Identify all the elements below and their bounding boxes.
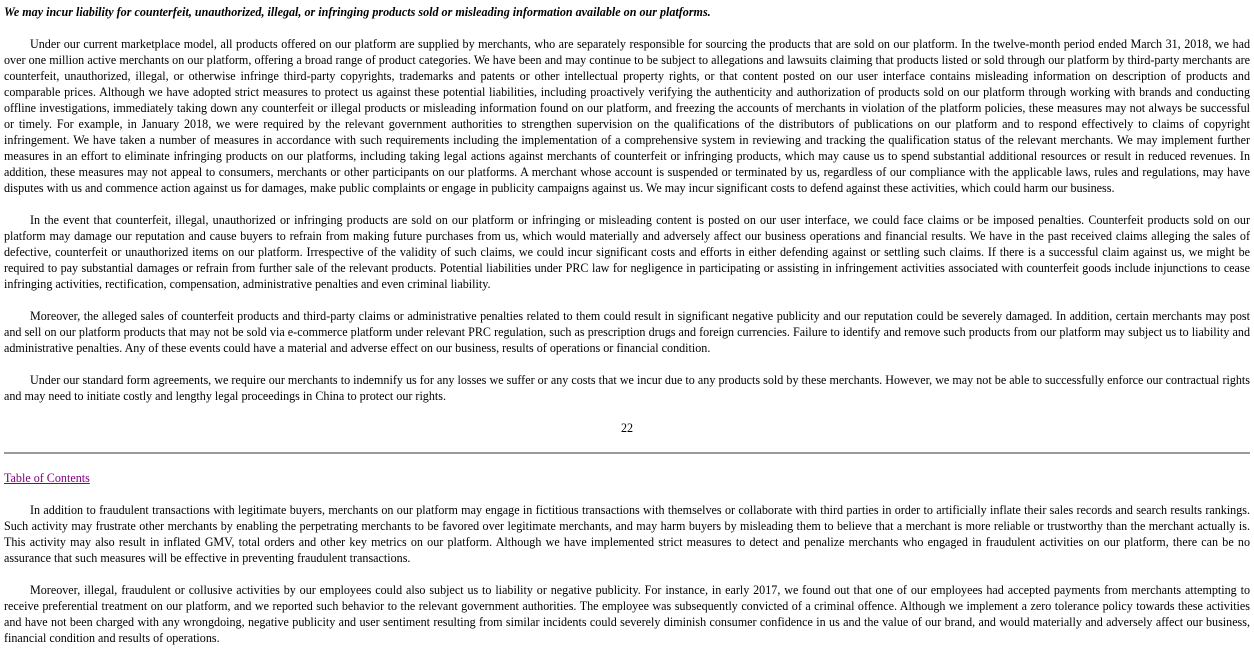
toc-link-container: [4, 470, 1250, 486]
page-number: 22: [620, 421, 634, 435]
paragraph-negative-publicity: Moreover, the alleged sales of counterfeit products and third-party claims or administrative penalties related to them could result in significant negative publicity and our reputation could be severely damaged. In addition, certain merchants may post and sell on our platform products that may not be sold via e-commerce platform under relevant PRC regulation, such as prescription drugs and foreign currencies. Failure to identify and remove such products from our platform may subject us to liability and administrative penalties. Any of these events could have a material and adverse effect on our business, results of operations or financial condition.: [4, 309, 1250, 355]
paragraph-indemnification: Under our standard form agreements, we require our merchants to indemnify us for any losses we suffer or any costs that we incur due to any products sold by these merchants. However, we may not be able to successfully enforce our contractual rights and may need to initiate costly and lengthy legal proceedings in China to protect our rights.: [4, 373, 1250, 403]
paragraph-counterfeit-claims: In the event that counterfeit, illegal, unauthorized or infringing products are sold on our platform or infringing or misleading content is posted on our user interface, we could face claims or be imposed penalties. Counterfeit products sold on our platform may damage our reputation and cause buyers to refrain from making future purchases from us, which would materially and adversely affect our business operations and financial results. We have in the past received claims alleging the sales of defective, counterfeit or unauthorized items on our platform. Irrespective of the validity of such claims, we could incur significant costs and efforts in either defending against or settling such claims. If there is a successful claim against us, we might be required to pay substantial damages or refrain from further sale of the relevant products. Potential liabilities under PRC law for negligence in participating or assisting in infringement activities associated with counterfeit goods include injunctions to cease infringing activities, rectification, compensation, administrative penalties and even criminal liability.: [4, 213, 1250, 291]
page-break-rule: [4, 452, 1250, 454]
paragraph-fictitious-transactions: In addition to fraudulent transactions with legitimate buyers, merchants on our platform may engage in fictitious transactions with themselves or collaborate with third parties in order to artificially inflate their sales records and search results rankings. Such activity may frustrate other merchants by enabling the perpetrating merchants to be favored over legitimate merchants, and may harm buyers by misleading them to believe that a merchant is more reliable or trustworthy than the merchant actually is. This activity may also result in inflated GMV, total orders and other key metrics on our platform. Although we have implemented strict measures to detect and penalize merchants who engaged in fraudulent activities on our platform, there can be no assurance that such measures will be effective in preventing fraudulent transactions.: [4, 503, 1250, 565]
paragraph-marketplace-model: Under our current marketplace model, all products offered on our platform are supplied by merchants, who are separately responsible for sourcing the products that are sold on our platform. In the twelve-month period ended March 31, 2018, we had over one million active merchants on our platform, offering a broad range of product categories. We have been and may continue to be subject to allegations and lawsuits claiming that products listed or sold through our platform by third-party merchants are counterfeit, unauthorized, illegal, or otherwise infringe third-party copyrights, trademarks and patents or other intellectual property rights, or that content posted on our user interface contains misleading information on description of products and comparable prices. Although we have adopted strict measures to protect us against these potential liabilities, including proactively verifying the authenticity and authorization of products sold on our platform through working with brands and conducting offline investigations, immediately taking down any counterfeit or illegal products or misleading information found on our platform, and freezing the accounts of merchants in violation of the platform policies, these measures may not always be successful or timely. For example, in January 2018, we were required by the relevant government authorities to strengthen supervision on the qualifications of the distributors of publications on our platform and to respond effectively to claims of copyright infringement. We have taken a number of measures in accordance with such requirements including the implementation of a comprehensive system in reviewing and tracking the qualification status of the relevant merchants. We may implement further measures in an effort to eliminate infringing products on our platforms, including taking legal actions against merchants of counterfeit or infringing products, which may cause us to spend substantial additional resources or result in reduced revenues. In addition, these measures may not appeal to consumers, merchants or other participants on our platforms. A merchant whose account is suspended or terminated by us, regardless of our compliance with the applicable laws, rules and regulations, may have disputes with us and commence action against us for damages, make public complaints or engage in publicity campaigns against us. We may incur significant costs to defend against these activities, which could harm our business.: [4, 37, 1250, 195]
table-of-contents-link[interactable]: Table of Contents: [4, 471, 90, 485]
document-page: [4, 4, 1250, 662]
section-heading: We may incur liability for counterfeit, unauthorized, illegal, or infringing products sold or misleading information available on our platforms.: [4, 5, 711, 19]
paragraph-employee-misconduct: Moreover, illegal, fraudulent or collusive activities by our employees could also subject us to liability or negative publicity. For instance, in early 2017, we found out that one of our employees had accepted payments from merchants attempting to receive preferential treatment on our platform, and we reported such behavior to the relevant government authorities. The employee was subsequently convicted of a criminal offence. Although we implement a zero tolerance policy towards these activities and have not been charged with any wrongdoing, negative publicity and user sentiment resulting from similar incidents could severely diminish consumer confidence in us and the value of our brand, and would materially and adversely affect our business, financial condition and results of operations.: [4, 583, 1250, 645]
